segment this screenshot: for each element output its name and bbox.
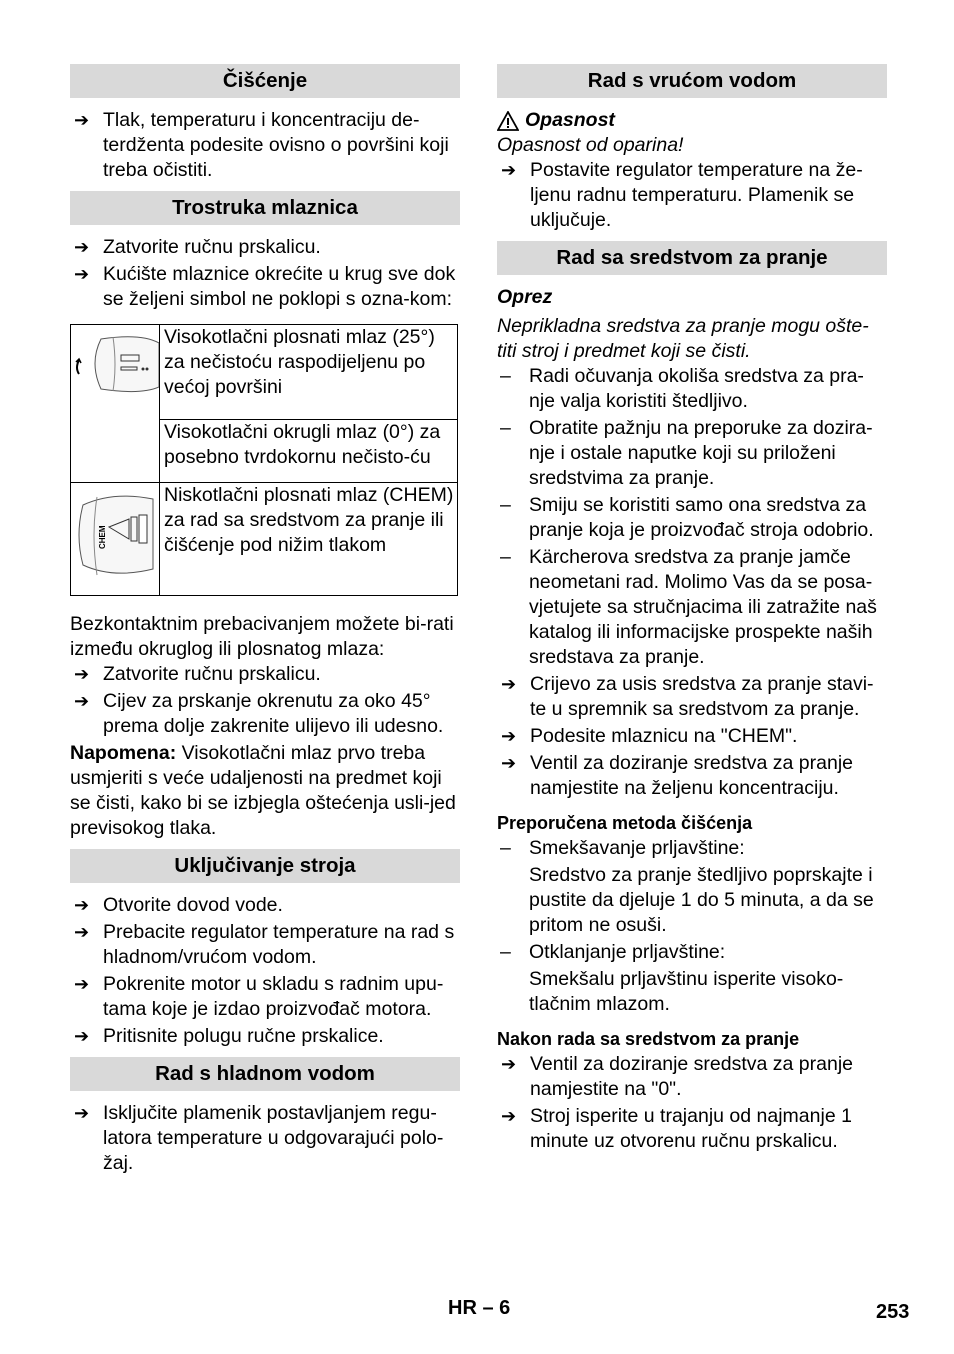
step-item: ➔ Pokrenite motor u skladu s radnim upu-tama koje je izdao proizvođač motora.: [74, 973, 444, 1020]
step-item: ➔ Crijevo za usis sredstva za pranje stavi-te u spremnik sa sredstvom za pranje.: [501, 673, 874, 720]
note-label: Napomena:: [70, 742, 177, 764]
right-arrow-icon: ➔: [74, 110, 90, 130]
right-arrow-icon: ➔: [501, 160, 517, 180]
step-item: ➔ Ventil za doziranje sredstva za pranje namjestite na željenu koncentraciju.: [501, 752, 854, 799]
right-arrow-icon: ➔: [74, 264, 90, 284]
footer-language-page: HR – 6: [448, 1297, 511, 1319]
right-arrow-icon: ➔: [74, 237, 90, 257]
chem-label: CHEM: [98, 525, 107, 549]
dash-item: – Kärcherova sredstva za pranje jamče neometani rad. Molimo Vas da se posa-vjetujete sa stručnjacima ili zatražite naš katalog ili informacijske prospekte naših sredstava za pranje.: [500, 546, 877, 668]
dash-item: – Smiju se koristiti samo ona sredstva za pranje koja je proizvođač stroja odobrio.: [500, 494, 874, 541]
right-arrow-icon: ➔: [74, 895, 90, 915]
dash-item: – Obratite pažnju na preporuke za dozira-nje i ostale naputke koji su priloženi sredstvima za pranje.: [500, 417, 873, 489]
subheading-recommended-method: Preporučena metoda čišćenja: [497, 813, 753, 833]
step-item: ➔ Stroj isperite u trajanju od najmanje 1 minute uz otvorenu ručnu prskalicu.: [501, 1105, 852, 1152]
right-arrow-icon: ➔: [501, 1054, 517, 1074]
right-arrow-icon: ➔: [74, 922, 90, 942]
dash-detail: Smekšalu prljavštinu isperite visoko-tlačnim mlazom.: [529, 968, 844, 1015]
step-item: ➔ Cijev za prskanje okrenutu za oko 45° prema dolje zakrenite ulijevo ili udesno.: [74, 690, 444, 737]
subheading-after-detergent: Nakon rada sa sredstvom za pranje: [497, 1029, 800, 1049]
nozzle-table: [70, 324, 458, 596]
right-arrow-icon: ➔: [74, 691, 90, 711]
right-arrow-icon: ➔: [74, 1026, 90, 1046]
step-item: ➔ Otvorite dovod vode.: [74, 894, 283, 916]
step-item: ➔ Pritisnite polugu ručne prskalice.: [74, 1025, 384, 1047]
step-item: ➔ Ventil za doziranje sredstva za pranje namjestite na "0".: [501, 1053, 854, 1100]
step-item: ➔ Prebacite regulator temperature na rad s hladnom/vrućom vodom.: [74, 921, 455, 968]
step-item: ➔ Kućište mlaznice okrećite u krug sve dok se željeni simbol ne poklopi s ozna-kom:: [74, 263, 456, 310]
dash-item: – Smekšavanje prljavštine:: [500, 837, 745, 859]
dash-item: – Radi očuvanja okoliša sredstva za pra-nje valja koristiti štedljivo.: [500, 365, 864, 412]
section-title-triple-nozzle: Trostruka mlaznica: [70, 191, 460, 225]
step-item: ➔ Zatvorite ručnu prskalicu.: [74, 236, 321, 258]
step-item: ➔ Podesite mlaznicu na "CHEM".: [501, 725, 798, 747]
section-title-machine-start: Uključivanje stroja: [70, 849, 460, 883]
right-arrow-icon: ➔: [501, 726, 517, 746]
right-arrow-icon: ➔: [501, 674, 517, 694]
dash-detail: Sredstvo za pranje štedljivo poprskajte i pustite da djeluje 1 do 5 minuta, a da se pritom ne osuši.: [529, 864, 874, 936]
nozzle-row-text: Visokotlačni okrugli mlaz (0°) za posebno tvrdokornu nečisto-ću: [160, 419, 458, 482]
right-arrow-icon: ➔: [501, 753, 517, 773]
right-arrow-icon: ➔: [74, 664, 90, 684]
paragraph: Bezkontaktnim prebacivanjem možete bi-rati između okruglog ili plosnatog mlaza:: [70, 613, 454, 660]
warning-triangle-icon: [497, 111, 519, 131]
warning-text: Opasnost od oparina!: [497, 134, 684, 156]
note: Napomena: Visokotlačni mlaz prvo treba usmjeriti s veće udaljenosti na predmet koji se čisti, kako bi se izbjegla oštećenja usli-jed previsokog tlaka.: [70, 742, 456, 839]
section-title-hot-water: Rad s vrućom vodom: [497, 64, 887, 98]
warning-heading: [497, 108, 887, 133]
step-item: ➔ Zatvorite ručnu prskalicu.: [74, 663, 321, 685]
right-arrow-icon: ➔: [74, 1103, 90, 1123]
caution-text: Neprikladna sredstva za pranje mogu ošte-titi stroj i predmet koji se čisti.: [497, 315, 869, 362]
step-item: ➔ Isključite plamenik postavljanjem regu-latora temperature u odgovarajući polo-žaj.: [74, 1102, 444, 1174]
nozzle-row-text: Visokotlačni plosnati mlaz (25°) za nečistoću raspodijeljenu po većoj površini: [160, 325, 458, 420]
right-arrow-icon: ➔: [74, 974, 90, 994]
nozzle-row-text: Niskotlačni plosnati mlaz (CHEM) za rad sa sredstvom za pranje ili čišćenje pod nižim tlakom: [160, 483, 458, 596]
caution-label: Oprez: [497, 286, 553, 308]
right-column: [497, 64, 887, 1156]
step-item: ➔ Postavite regulator temperature na že-ljenu radnu temperaturu. Plamenik se uključuje.: [501, 159, 863, 231]
left-column: [70, 64, 460, 1178]
nozzle-chem-image: [71, 483, 160, 596]
section-title-detergent: Rad sa sredstvom za pranje: [497, 241, 887, 275]
right-arrow-icon: ➔: [501, 1106, 517, 1126]
nozzle-high-pressure-image: [71, 325, 160, 483]
section-title-cold-water: Rad s hladnom vodom: [70, 1057, 460, 1091]
dash-item: – Otklanjanje prljavštine:: [500, 941, 726, 963]
page-number: 253: [876, 1301, 910, 1323]
warning-label: Opasnost: [525, 109, 615, 131]
section-title-cleaning: Čišćenje: [70, 64, 460, 98]
step-item: ➔ Tlak, temperaturu i koncentraciju de-terdženta podesite ovisno o površini koji treba očistiti.: [74, 109, 449, 181]
